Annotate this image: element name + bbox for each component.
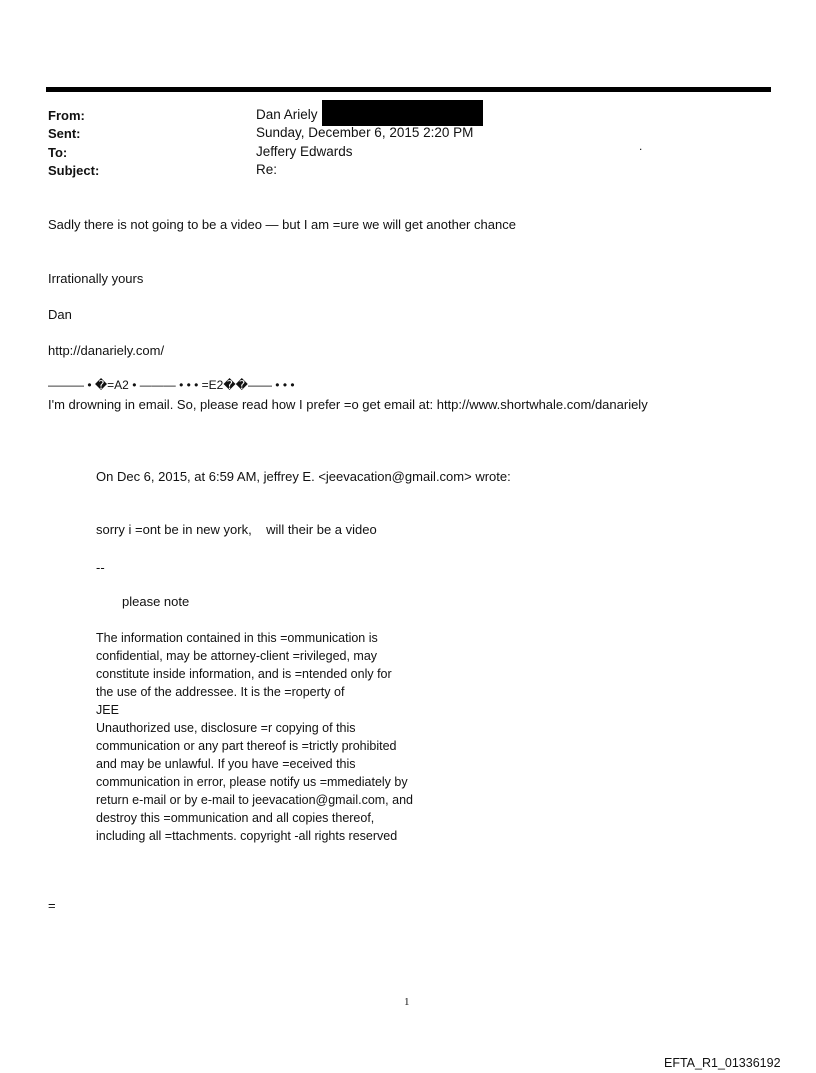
- sent-value: Sunday, December 6, 2015 2:20 PM: [256, 125, 474, 140]
- signature-separator: ——— • �=A2 • ——— • • • =E2��—— • • •: [48, 378, 295, 392]
- disclaimer-block: [96, 629, 413, 845]
- subject-label: Subject:: [48, 163, 100, 178]
- bates-number: EFTA_R1_01336192: [664, 1056, 781, 1070]
- to-value: Jeffery Edwards: [256, 144, 353, 159]
- header-rule: [46, 87, 771, 92]
- sent-label: Sent:: [48, 126, 81, 141]
- subject-value: Re:: [256, 162, 278, 177]
- website-link[interactable]: http://danariely.com/: [48, 343, 165, 358]
- disclaimer-line: communication or any part thereof is =trictly prohibited: [96, 739, 397, 753]
- disclaimer-line: The information contained in this =ommunication is: [96, 631, 378, 645]
- please-note: please note: [122, 594, 190, 609]
- email-note: I'm drowning in email. So, please read how I prefer =o get email at: http://www.shortwhale.com/danariely: [48, 397, 648, 412]
- disclaimer-line: destroy this =ommunication and all copies thereof,: [96, 811, 375, 825]
- to-label: To:: [48, 145, 68, 160]
- signature-dash: --: [96, 560, 105, 575]
- disclaimer-line: Unauthorized use, disclosure =r copying of this: [96, 721, 356, 735]
- from-label: From:: [48, 108, 85, 123]
- body-line-1: Sadly there is not going to be a video — but I am =ure we will get another chance: [48, 217, 516, 232]
- sender-name: Dan: [48, 307, 72, 322]
- disclaimer-line: including all =ttachments. copyright -all rights reserved: [96, 829, 398, 843]
- disclaimer-line: return e-mail or by e-mail to jeevacation@gmail.com, and: [96, 793, 413, 807]
- from-value: Dan Ariely: [256, 107, 318, 122]
- redaction-box: [322, 100, 483, 126]
- page-number: 1: [404, 996, 410, 1008]
- quoted-message: sorry i =ont be in new york, will their be a video: [96, 522, 377, 537]
- signoff: Irrationally yours: [48, 271, 144, 286]
- disclaimer-line: and may be unlawful. If you have =eceived this: [96, 757, 356, 771]
- stray-mark: .: [639, 139, 643, 153]
- quote-attribution: On Dec 6, 2015, at 6:59 AM, jeffrey E. <jeevacation@gmail.com> wrote:: [96, 469, 511, 484]
- disclaimer-line: constitute inside information, and is =ntended only for: [96, 667, 392, 681]
- trailer-mark: =: [48, 898, 56, 913]
- disclaimer-line: JEE: [96, 703, 119, 717]
- disclaimer-line: the use of the addressee. It is the =roperty of: [96, 685, 345, 699]
- disclaimer-line: communication in error, please notify us =mmediately by: [96, 775, 408, 789]
- disclaimer-line: confidential, may be attorney-client =rivileged, may: [96, 649, 378, 663]
